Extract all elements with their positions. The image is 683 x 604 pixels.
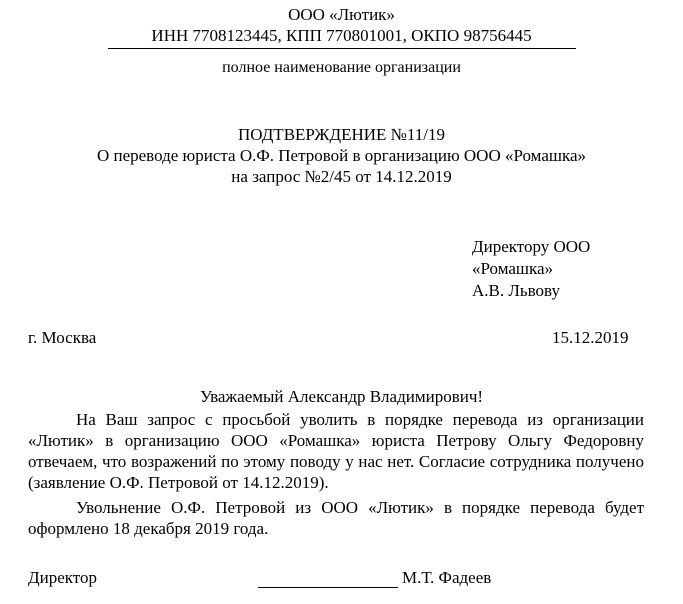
letter-date: 15.12.2019 xyxy=(552,328,629,347)
header-underline xyxy=(108,48,576,49)
signature-position: Директор xyxy=(28,568,97,587)
place-city: г. Москва xyxy=(28,328,97,347)
body-paragraph-2 xyxy=(28,497,644,539)
body-paragraph-1 xyxy=(28,409,644,493)
document-reference: на запрос №2/45 от 14.12.2019 xyxy=(231,167,452,186)
body-paragraph-1-text: На Ваш запрос с просьбой уволить в порядке перевода из организации «Лютик» в организацию ООО «Ромашка» юриста Петрову Ольгу Федоровну отвечаем, что возражений по этому поводу у нас нет. Согласие сотрудника получено (заявление О.Ф. Петровой от 14.12.2019). xyxy=(28,410,644,492)
company-requisites: ИНН 7708123445, КПП 770801001, ОКПО 98756445 xyxy=(151,26,532,45)
addressee-line-3: А.В. Львову xyxy=(472,281,561,300)
org-name-caption: полное наименование организации xyxy=(222,59,461,76)
company-name: ООО «Лютик» xyxy=(288,5,395,24)
document-heading: ПОДТВЕРЖДЕНИЕ №11/19 xyxy=(238,125,445,144)
signature-name: М.Т. Фадеев xyxy=(402,568,492,587)
signature-line xyxy=(258,587,398,588)
addressee-line-2: «Ромашка» xyxy=(472,259,554,278)
body-paragraph-2-text: Увольнение О.Ф. Петровой из ООО «Лютик» в порядке перевода будет оформлено 18 декабря 2019 года. xyxy=(28,498,644,538)
salutation: Уважаемый Александр Владимирович! xyxy=(199,387,484,406)
addressee-line-1: Директору ООО xyxy=(472,237,591,256)
document-subject: О переводе юриста О.Ф. Петровой в организацию ООО «Ромашка» xyxy=(96,146,587,165)
